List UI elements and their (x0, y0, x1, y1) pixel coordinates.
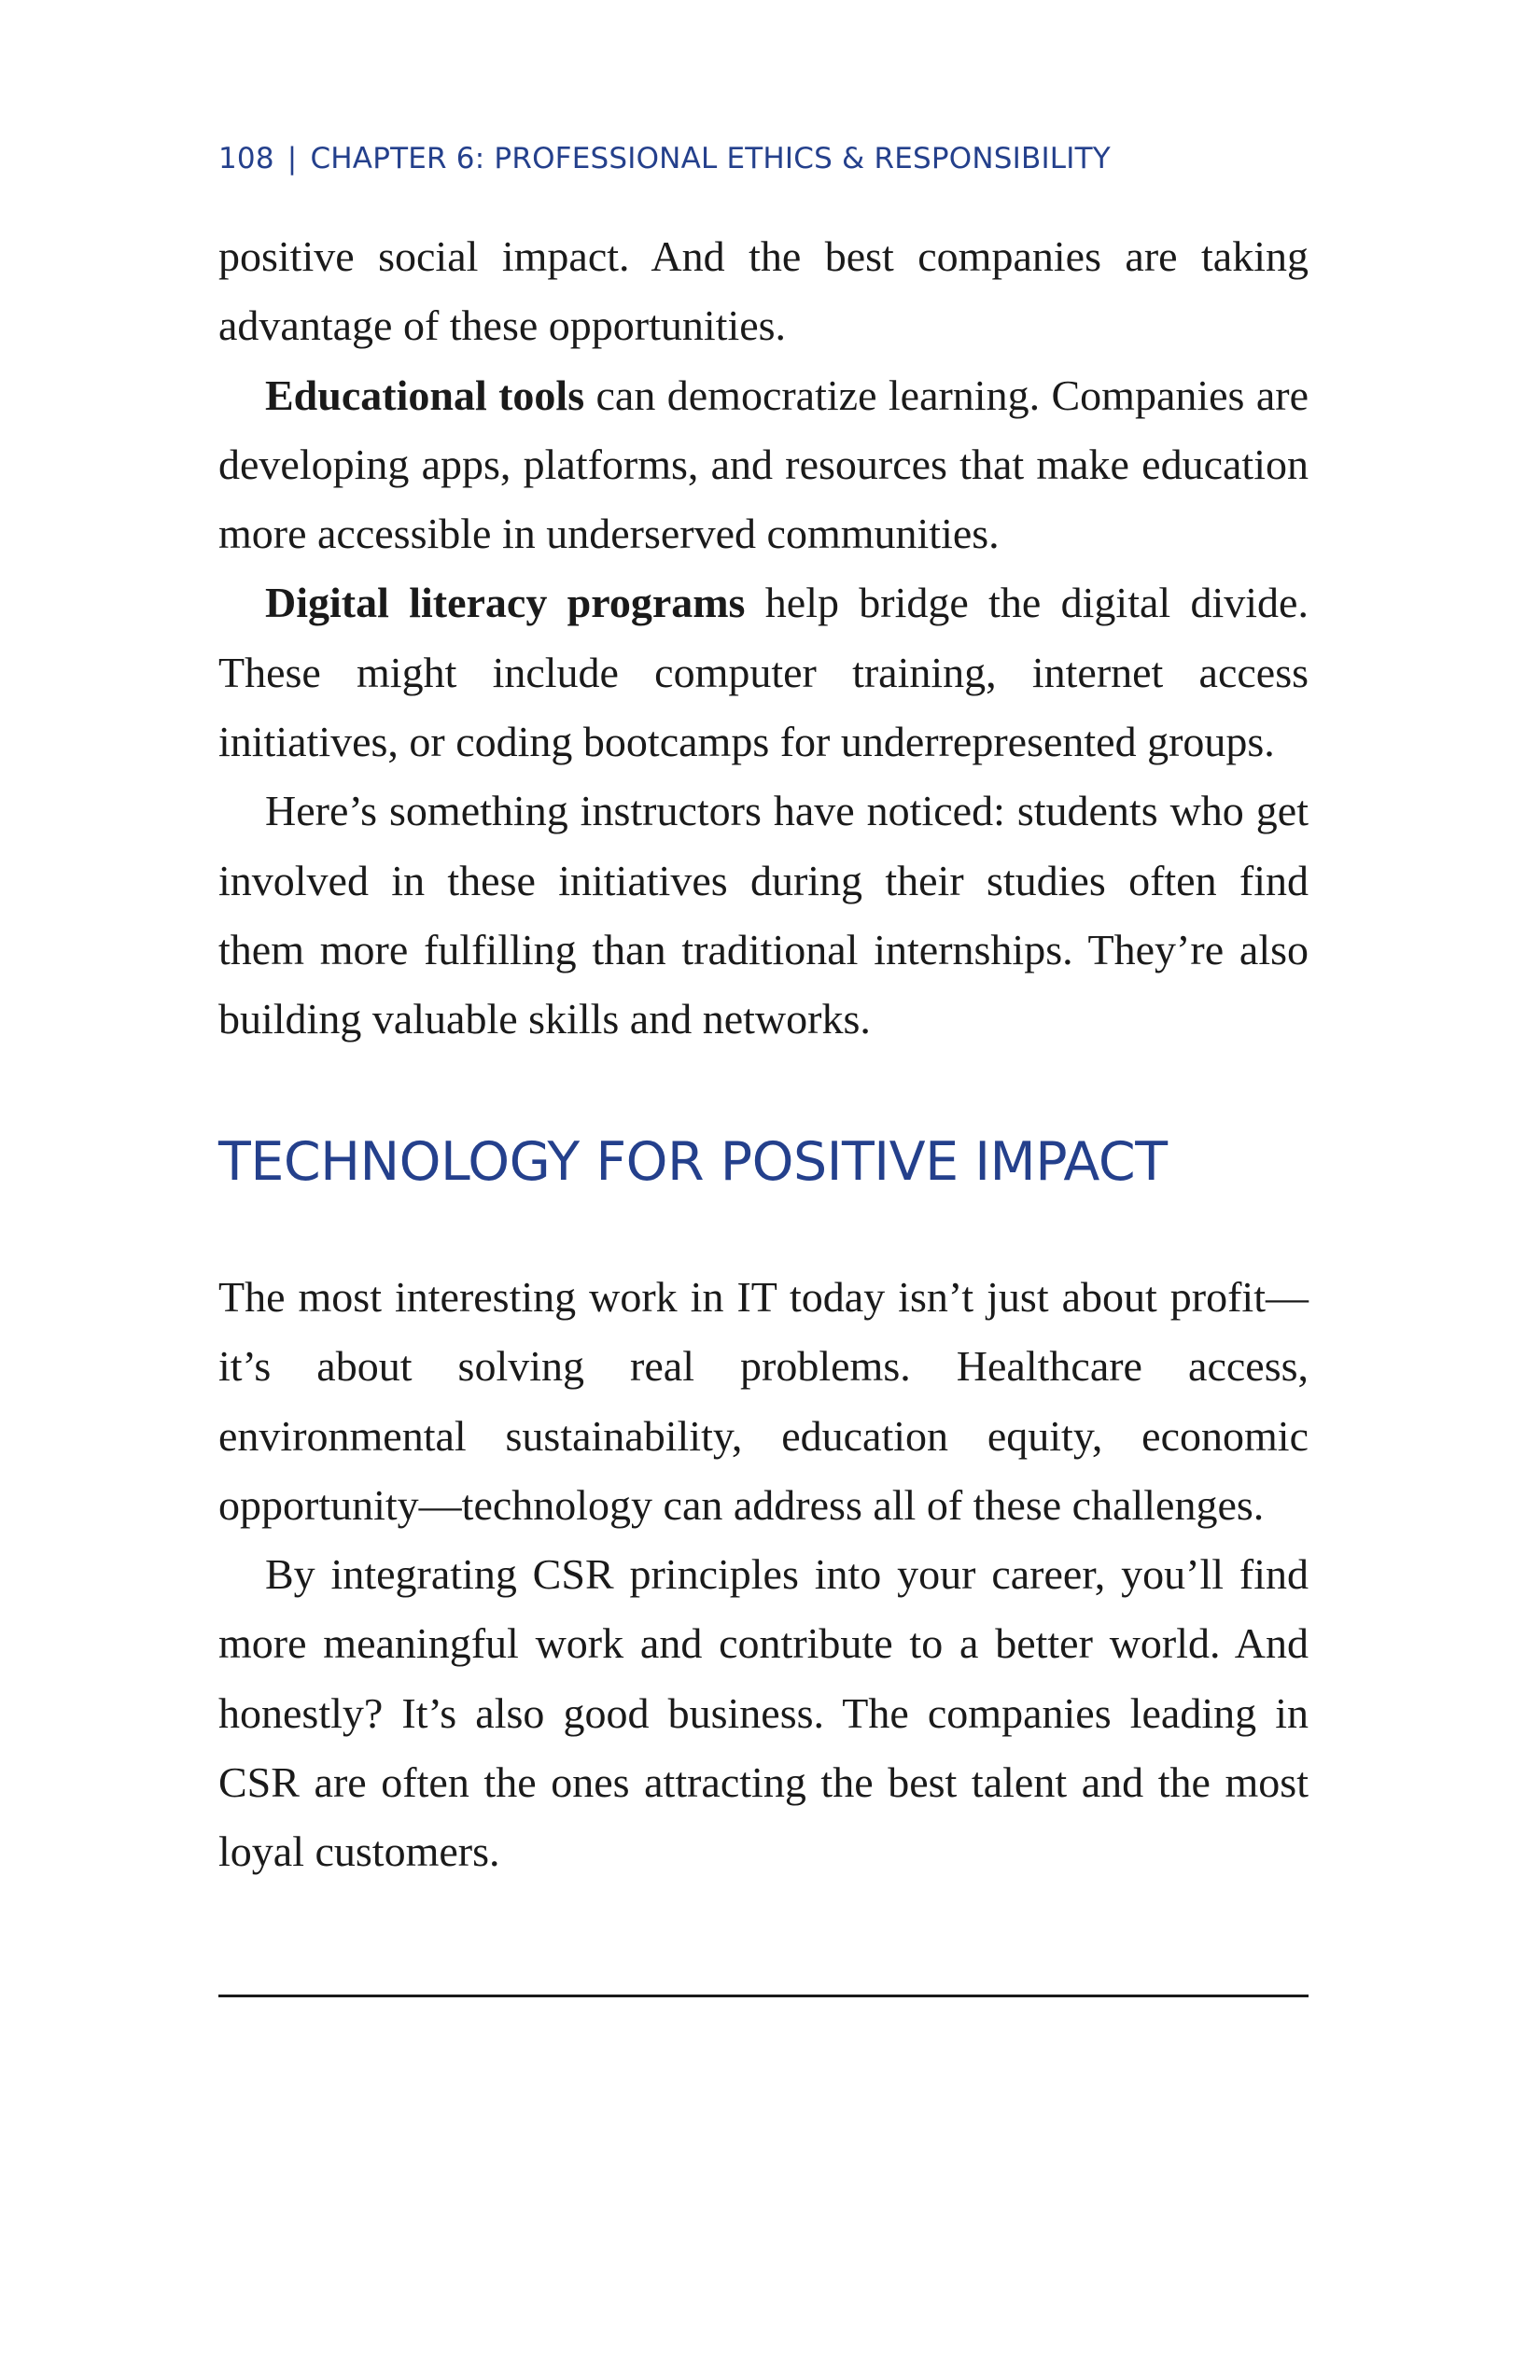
paragraph-continued: positive social impact. And the best companies are taking advantage of these opportunities. (218, 232, 1309, 350)
paragraph-it-work: The most interesting work in IT today isn’t just about profit—it’s about solving real problems. Healthcare access, environmental sustainability, education equity, economic opportunity—technology can address all of these challenges. (218, 1273, 1309, 1529)
body-text-bottom (218, 1263, 1309, 1887)
paragraph-digital-literacy (218, 568, 1309, 777)
paragraph-digital-literacy-text: help bridge the digital divide. These might include computer training, internet access initiatives, or coding bootcamps for underrepresented groups. (218, 579, 1309, 766)
section-end-rule (218, 1995, 1309, 1997)
paragraph-instructors: Here’s something instructors have noticed: students who get involved in these initiatives during their studies often find them more fulfilling than traditional internships. They’re also building valuable skills and networks. (218, 787, 1309, 1043)
term-educational-tools: Educational tools (265, 371, 585, 419)
term-digital-literacy: Digital literacy programs (265, 579, 746, 627)
chapter-title: CHAPTER 6: PROFESSIONAL ETHICS & RESPONSIBILITY (310, 142, 1111, 175)
body-text-top (218, 222, 1309, 1055)
running-header (218, 142, 1111, 175)
paragraph-educational-tools-text: can democratize learning. Companies are developing apps, platforms, and resources that make education more accessible in underserved communities. (218, 371, 1309, 558)
section-heading: TECHNOLOGY FOR POSITIVE IMPACT (218, 1131, 1168, 1193)
paragraph-csr-career: By integrating CSR principles into your career, you’ll find more meaningful work and contribute to a better world. And honestly? It’s also good business. The companies leading in CSR are often the ones attracting the best talent and the most loyal customers. (218, 1550, 1309, 1876)
header-separator: | (287, 142, 298, 175)
page-number: 108 (218, 142, 274, 175)
paragraph-educational-tools (218, 361, 1309, 569)
